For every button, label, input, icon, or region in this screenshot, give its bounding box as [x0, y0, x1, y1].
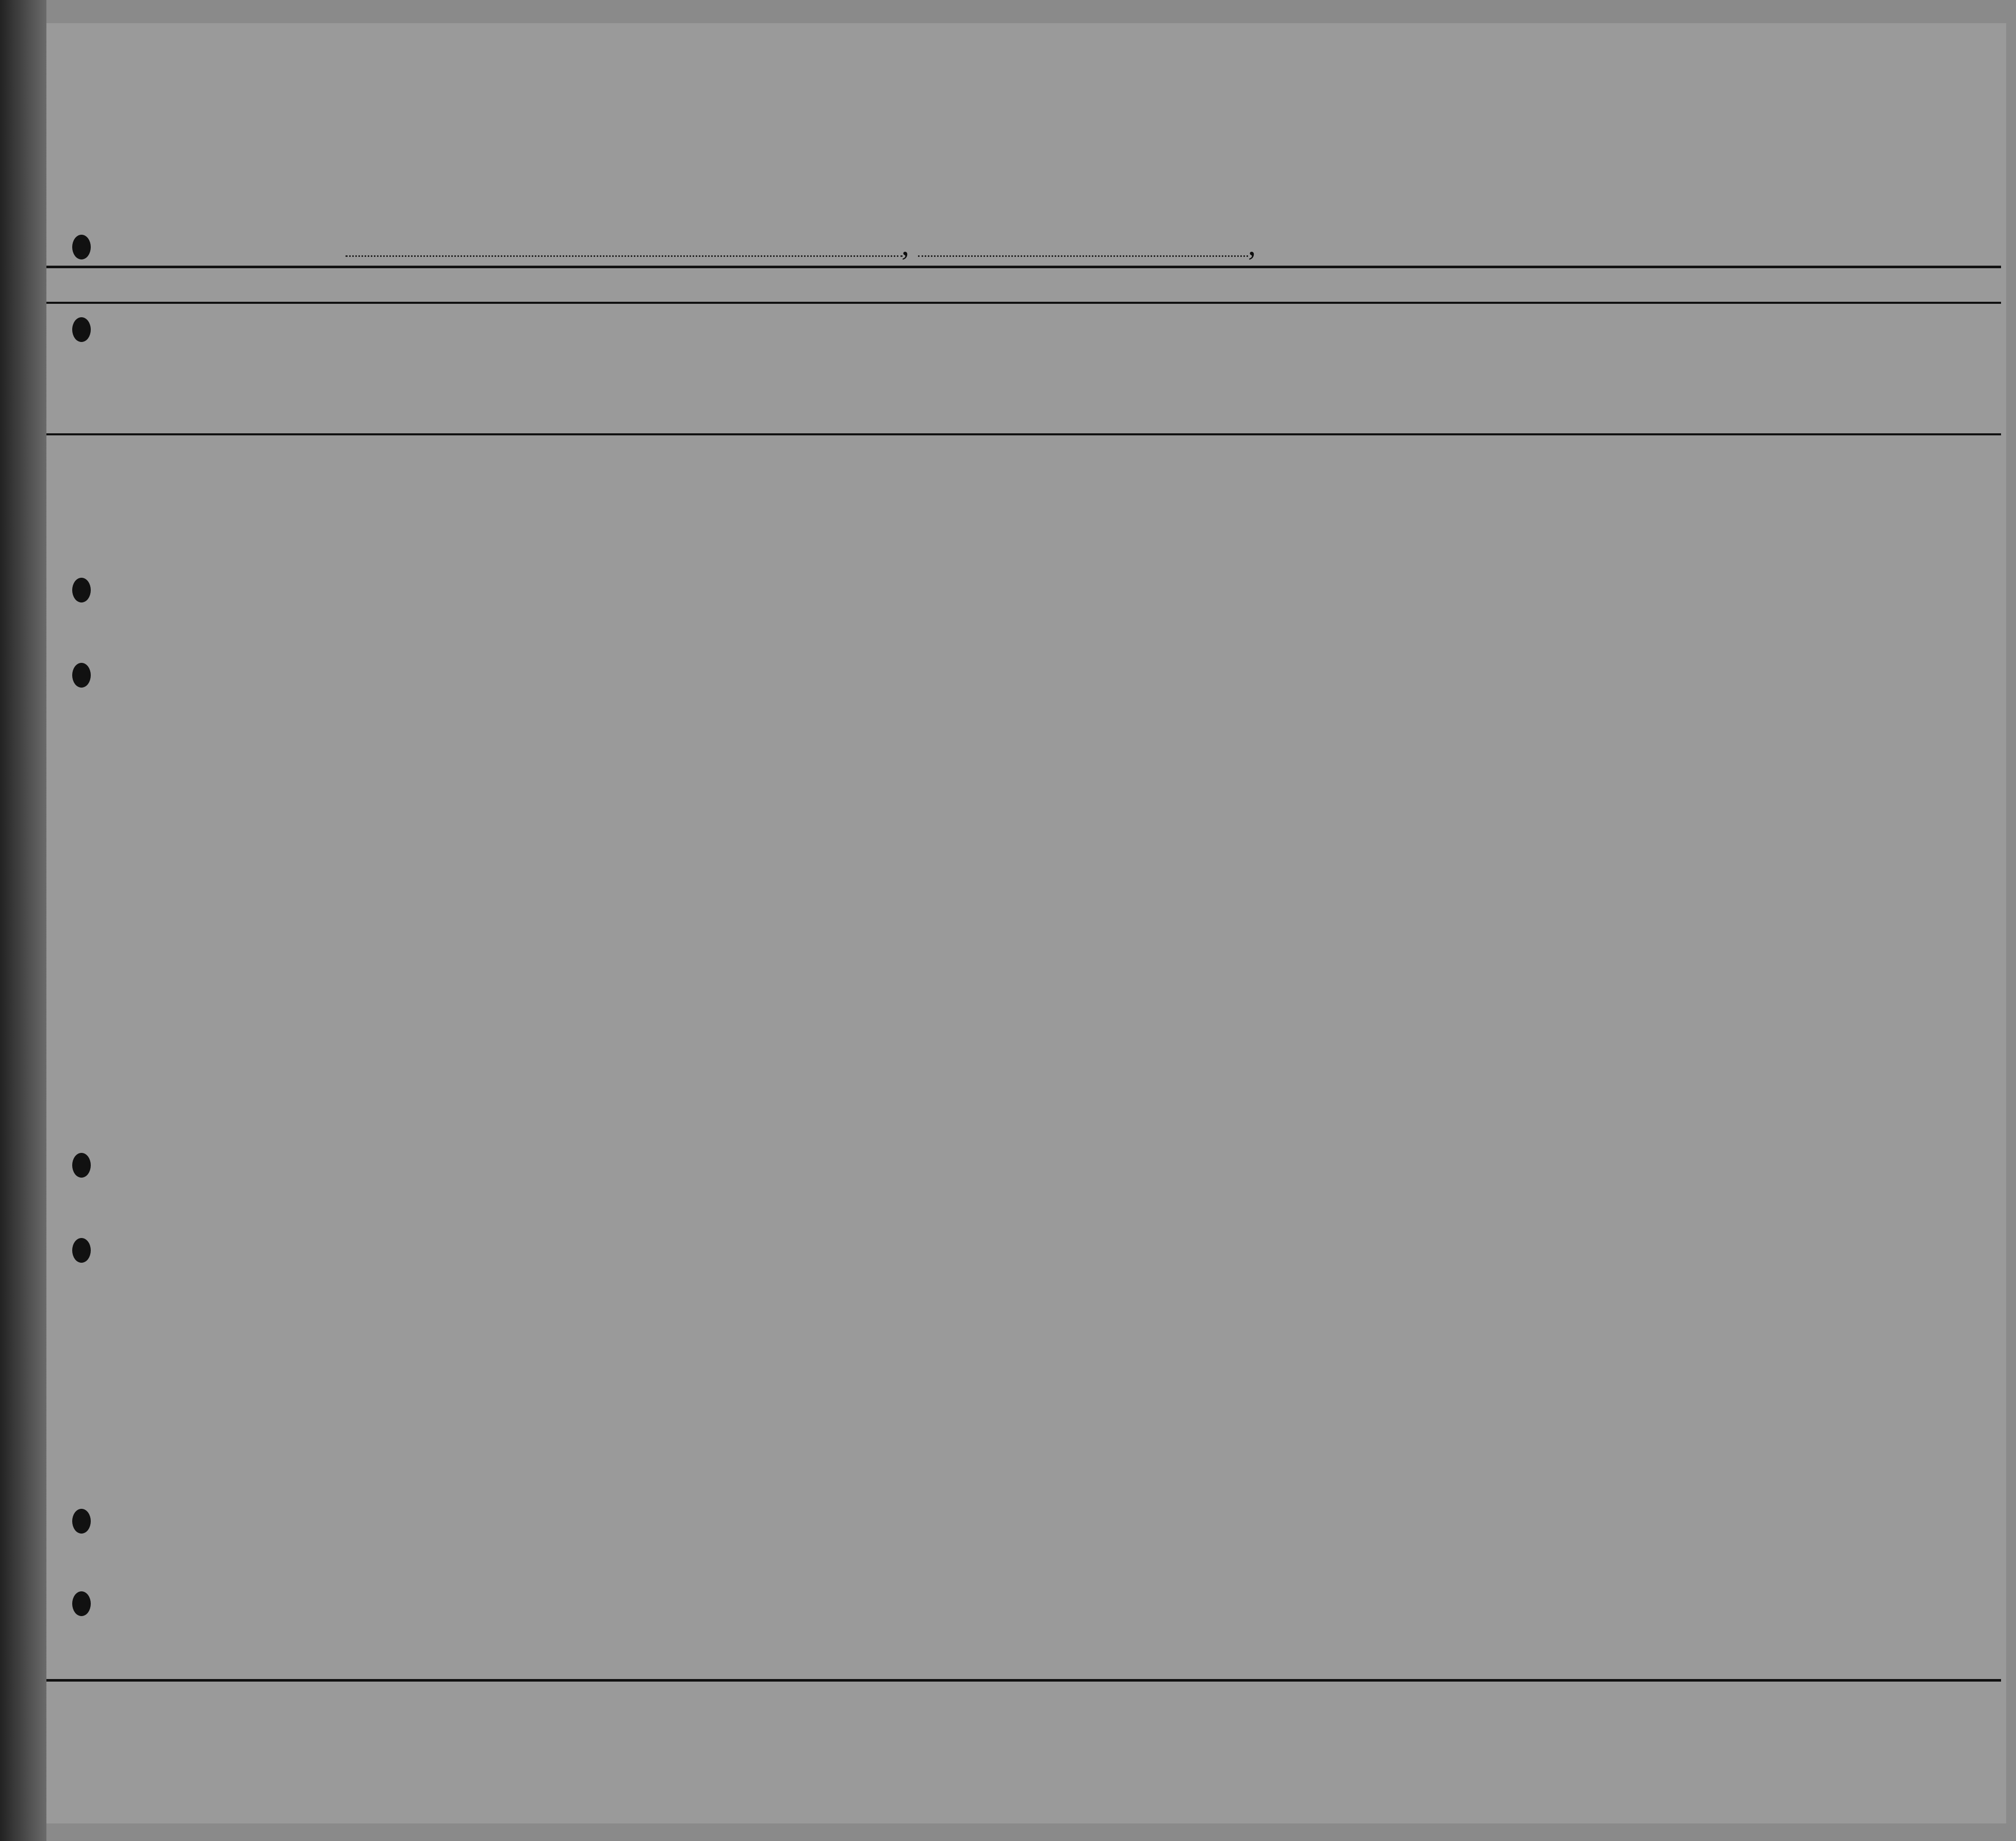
punch-hole	[72, 317, 91, 342]
comma: ,	[902, 227, 909, 262]
punch-hole	[72, 1591, 91, 1616]
punch-hole	[72, 1153, 91, 1178]
table-bottom-rule	[46, 1679, 2001, 1682]
port-dotted-line	[346, 255, 903, 257]
table-top-rule	[46, 266, 2001, 268]
column-number-rule	[46, 302, 2001, 304]
header-bottom-rule	[46, 433, 2001, 435]
date-dotted-line	[918, 255, 1248, 257]
punch-hole	[72, 235, 91, 259]
punch-hole	[72, 578, 91, 602]
punch-hole	[72, 1238, 91, 1263]
comma: ,	[1248, 227, 1256, 262]
punch-hole	[72, 663, 91, 688]
punch-hole	[72, 1509, 91, 1534]
binding-edge	[0, 0, 46, 1841]
manifest-sheet	[46, 23, 2006, 1823]
